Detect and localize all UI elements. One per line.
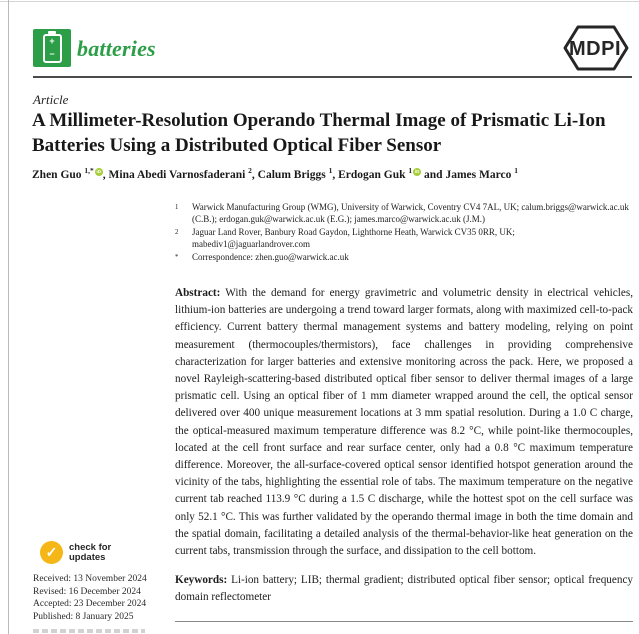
received-date xyxy=(33,573,147,586)
badge-line1: check for xyxy=(69,541,112,553)
revised-label: Revised: xyxy=(33,586,67,597)
revised-date xyxy=(33,586,147,599)
author-name: James Marco xyxy=(445,168,512,181)
author-name: Zhen Guo xyxy=(32,168,82,181)
orcid-icon[interactable]: iD xyxy=(96,169,102,174)
check-for-updates-label xyxy=(69,543,111,563)
check-icon: ✓ xyxy=(40,541,63,564)
accepted-label: Accepted: xyxy=(33,599,72,609)
author-line xyxy=(32,166,628,181)
affiliation-text: Correspondence: zhen.guo@warwick.ac.uk xyxy=(192,251,349,262)
abstract-text: With the demand for energy gravimetric and volumetric density in electrical vehicles, lithium-ion batteries are undergoing a trend toward larger formats, along with maximized cell-to-pack efficiency. Current battery thermal management systems and battery modeling, relying on point measurement (thermocouples/thermistors), face challenges in providing comprehensive characterization for larger batteries and extensive monitoring across the pack. Here, we proposed a novel Rayleigh-scattering-based distributed optical fiber sensor to deliver thermal images of a large prismatic cell. Using an optical fiber of 1 mm diameter wrapped around the cell, the optical sensor delivered over 400 unique measurement locations at 3 mm spatial resolution. During a 1.0 C charge, the optical-measured maximum temperature difference was 8.2 °C, while point-like thermocouples, located at the cell front surface and rear surface center, only had a 0.8 °C maximum temperature difference. Moreover, the all-surface-covered optical sensor identified hotspot generation around the vicinity of the tabs, highlighting the essential role of tabs. The maximum temperature on the negative current tab reached 113.9 °C during a 1.5 C discharge, while the hottest spot on the cell surface was only 52.1 °C. This was further validated by the operando thermal image in both the time domain and the spatial domain, facilitating a detailed analysis of the thermal-behavior-like heat generation on the current tabs, transmission through the surface, and dissipation to the cell bottom. xyxy=(175,287,633,558)
published-date xyxy=(33,611,147,624)
journal-name: batteries xyxy=(77,36,156,61)
keywords-label: Keywords: xyxy=(175,574,228,587)
mdpi-logo-text: MDPI xyxy=(569,38,621,60)
header-divider xyxy=(33,76,632,78)
accepted-date xyxy=(33,598,147,611)
main-column xyxy=(175,201,633,622)
published-value: 8 January 2025 xyxy=(75,611,134,622)
author-affil-sup: 1,* xyxy=(84,166,94,175)
author-separator: , xyxy=(251,168,258,181)
page-top-edge xyxy=(0,1,639,2)
published-label: Published: xyxy=(33,611,74,622)
author-name: Erdogan Guk xyxy=(338,168,406,181)
orcid-icon[interactable]: iD xyxy=(414,169,420,174)
affiliation-row xyxy=(175,201,633,226)
received-value: 13 November 2024 xyxy=(73,574,147,584)
affiliation-row xyxy=(175,226,633,251)
article-history xyxy=(33,573,147,623)
author-affil-sup: 1 xyxy=(408,166,413,175)
keywords-divider xyxy=(175,621,633,622)
author-name: Mina Abedi Varnosfaderani xyxy=(108,168,246,181)
article-title: A Millimeter-Resolution Operando Thermal Image of Prismatic Li-Ion Batteries Using a Distributed Optical Fiber Sensor xyxy=(32,110,606,156)
mdpi-logo[interactable] xyxy=(557,23,631,73)
affiliation-marker: 1 xyxy=(175,204,179,211)
author-separator: and xyxy=(421,168,446,181)
keywords-paragraph xyxy=(175,572,633,606)
abstract-paragraph xyxy=(175,285,633,560)
battery-plus-glyph: + xyxy=(49,36,55,47)
battery-icon xyxy=(43,34,62,63)
accepted-value: 23 December 2024 xyxy=(73,599,147,609)
affiliation-row xyxy=(175,251,633,264)
batteries-journal-logo-icon[interactable] xyxy=(33,29,71,67)
cutoff-text-fragment xyxy=(33,629,145,633)
badge-line2: updates xyxy=(69,551,106,563)
check-for-updates-badge[interactable] xyxy=(40,541,111,564)
author-affil-sup: 1 xyxy=(328,166,333,175)
abstract-label: Abstract: xyxy=(175,287,221,300)
affiliation-text: Warwick Manufacturing Group (WMG), University of Warwick, Coventry CV4 7AL, UK; calum.briggs@warwick.ac.uk (C.B.); erdogan.guk@warwick.ac.uk (E.G.); james.marco@warwick.ac.uk (J.M.) xyxy=(192,202,629,225)
author-separator: , xyxy=(102,168,109,181)
article-type-label: Article xyxy=(33,92,69,107)
revised-value: 16 December 2024 xyxy=(68,586,141,597)
page-left-edge xyxy=(8,0,9,634)
affiliation-marker: * xyxy=(175,253,179,261)
author-separator: , xyxy=(332,168,339,181)
author-affil-sup: 2 xyxy=(248,166,252,175)
affiliation-marker: 2 xyxy=(175,228,179,236)
battery-minus-glyph: − xyxy=(49,48,55,59)
author-name: Calum Briggs xyxy=(257,168,326,181)
received-label: Received: xyxy=(33,574,71,584)
affiliation-text: Jaguar Land Rover, Banbury Road Gaydon, Lighthorne Heath, Warwick CV35 0RR, UK; mabediv1@jaguarlandrover.com xyxy=(192,226,515,250)
author-affil-sup: 1 xyxy=(514,166,518,175)
keywords-text: Li-ion battery; LIB; thermal gradient; distributed optical fiber sensor; optical frequency domain reflectometer xyxy=(175,574,634,604)
